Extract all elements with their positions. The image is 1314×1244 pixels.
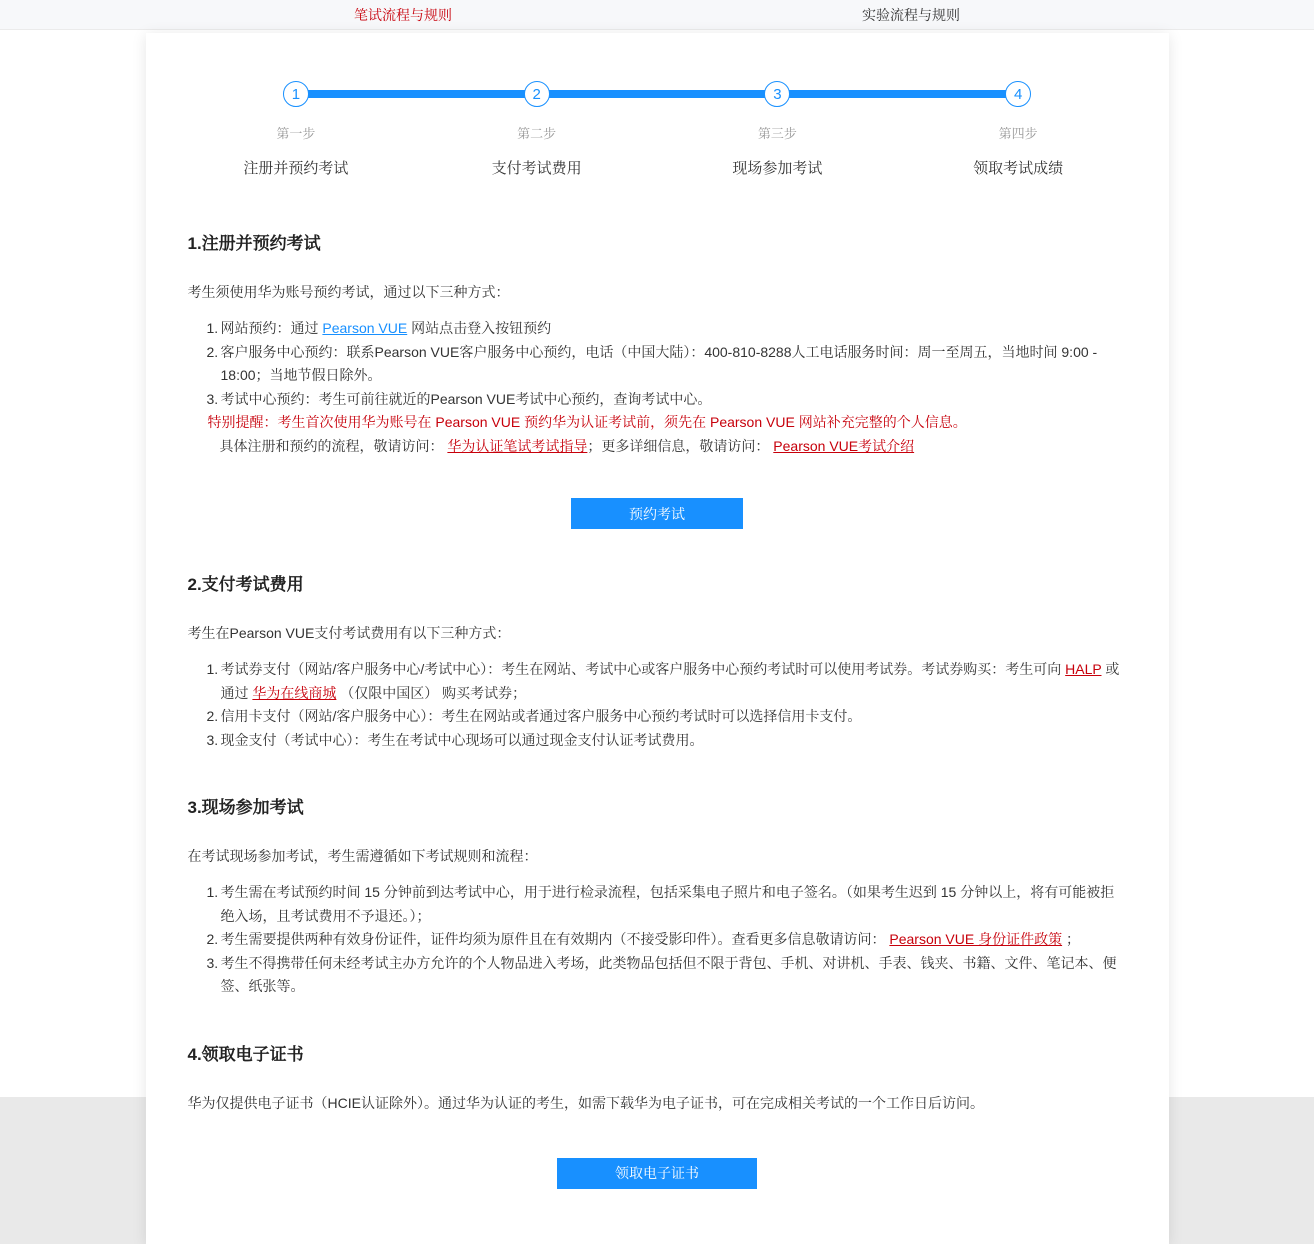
register-visit-line <box>220 435 1127 459</box>
list-item <box>208 881 1127 928</box>
list-item-text: 考生需在考试预约时间 15 分钟前到达考试中心，用于进行检录流程，包括采集电子照片和电子签名。（如果考生迟到 15 分钟以上，将有可能被拒绝入场，且考试费用不予退还。）； <box>220 884 1115 924</box>
list-item <box>208 388 1127 412</box>
special-reminder: 特别提醒：考生首次使用华为账号在 Pearson VUE 预约华为认证考试前，须先在 Pearson VUE 网站补充完整的个人信息。 <box>207 414 967 430</box>
link-written-exam-guide[interactable]: 华为认证笔试考试指导 <box>447 437 588 454</box>
step-3-label: 第三步 <box>757 126 797 141</box>
certificate-intro: 华为仅提供电子证书（HCIE认证除外）。通过华为认证的考生，如需下载华为电子证书，可在完成相关考试的一个工作日后访问。 <box>187 1094 984 1111</box>
payment-intro: 考生在Pearson VUE支付考试费用有以下三种方式： <box>187 625 511 641</box>
list-item-text: （仅限中国区） 购买考试券； <box>336 684 527 701</box>
list-item-number: 1. <box>206 661 219 677</box>
top-tab-bar <box>0 0 1314 30</box>
list-item-text: 或通过 <box>220 661 1120 701</box>
list-item-text: 现金支付（考试中心）：考生在考试中心现场可以通过现金支付认证考试费用。 <box>220 731 704 748</box>
step-4-circle: 4 <box>1005 81 1031 107</box>
list-item-text: 考试中心预约：考生可前往就近的Pearson VUE考试中心预约，查询考试中心。 <box>220 390 712 407</box>
list-item-text: 客户服务中心预约：联系Pearson VUE客户服务中心预约，电话（中国大陆）：400-810-8288人工电话服务时间：周一至周五，当地时间 9:00 - 18:00；当地节假日除外。 <box>220 343 1098 383</box>
register-list <box>208 317 1127 411</box>
exam-process-stepper <box>146 33 1169 178</box>
step-2-label: 第二步 <box>517 126 557 141</box>
visit-line-text: ；更多详细信息，敬请访问： <box>587 437 774 454</box>
list-item <box>208 658 1127 705</box>
step-3-circle: 3 <box>764 81 790 107</box>
tab-written-exam-rules[interactable]: 笔试流程与规则 <box>354 6 452 23</box>
link-id-policy[interactable]: Pearson VUE 身份证件政策 <box>889 931 1063 947</box>
step-2-circle: 2 <box>524 81 550 107</box>
list-item-text: 信用卡支付（网站/客户服务中心）：考生在网站或者通过客户服务中心预约考试时可以选择信用卡支付。 <box>220 708 862 724</box>
section-register-heading: 1.注册并预约考试 <box>187 234 321 253</box>
list-item <box>208 928 1127 952</box>
rules-content <box>146 229 1169 1189</box>
step-item-3 <box>657 81 898 178</box>
list-item <box>208 705 1127 729</box>
step-3-name: 现场参加考试 <box>732 160 823 177</box>
list-item-number: 3. <box>206 731 219 748</box>
section-register <box>188 229 1127 529</box>
list-item-text: 考生需要提供两种有效身份证件，证件均须为原件且在有效期内（不接受影印件）。查看更多信息敬请访问： <box>220 931 890 947</box>
list-item-number: 3. <box>206 954 219 971</box>
book-exam-button[interactable]: 预约考试 <box>571 498 743 529</box>
list-item <box>208 952 1127 999</box>
section-payment-heading: 2.支付考试费用 <box>187 575 304 594</box>
section-payment <box>188 570 1127 752</box>
step-4-label: 第四步 <box>998 126 1038 141</box>
get-certificate-button[interactable]: 领取电子证书 <box>557 1158 757 1189</box>
list-item-text: 网站预约：通过 <box>220 320 323 336</box>
link-huawei-online-store[interactable]: 华为在线商城 <box>252 684 337 701</box>
section-certificate-heading: 4.领取电子证书 <box>187 1044 304 1064</box>
link-halp[interactable]: HALP <box>1065 661 1102 677</box>
step-item-2 <box>416 81 657 178</box>
list-item-number: 2. <box>206 931 219 947</box>
list-item-number: 3. <box>206 390 219 407</box>
list-item-number: 1. <box>206 884 219 900</box>
step-item-1 <box>176 81 417 178</box>
section-onsite <box>188 793 1127 999</box>
content-card <box>146 33 1169 1244</box>
list-item-number: 2. <box>206 343 219 360</box>
onsite-list <box>208 881 1127 999</box>
link-pearson-vue[interactable]: Pearson VUE <box>322 320 408 336</box>
list-item-number: 2. <box>206 708 219 724</box>
list-item-text: 网站点击登入按钮预约 <box>407 320 552 336</box>
step-1-circle: 1 <box>283 81 309 107</box>
step-1-label: 第一步 <box>276 126 316 141</box>
step-1-name: 注册并预约考试 <box>243 160 349 177</box>
step-item-4 <box>898 81 1139 178</box>
section-onsite-heading: 3.现场参加考试 <box>187 798 304 817</box>
section-certificate <box>188 1040 1127 1189</box>
payment-list <box>208 658 1127 752</box>
list-item <box>208 341 1127 388</box>
onsite-intro: 在考试现场参加考试，考生需遵循如下考试规则和流程： <box>187 848 538 864</box>
visit-line-text: 具体注册和预约的流程，敬请访问： <box>219 437 448 454</box>
list-item-text: ； <box>1062 931 1080 947</box>
list-item-number: 1. <box>206 320 219 336</box>
list-item-text: 考生不得携带任何未经考试主办方允许的个人物品进入考场，此类物品包括但不限于背包、手机、对讲机、手表、钱夹、书籍、文件、笔记本、便签、纸张等。 <box>220 954 1117 994</box>
step-4-name: 领取考试成绩 <box>973 160 1064 177</box>
link-pearson-vue-exam-intro[interactable]: Pearson VUE考试介绍 <box>773 437 915 454</box>
list-item <box>208 317 1127 341</box>
list-item-text: 考试券支付（网站/客户服务中心/考试中心）：考生在网站、考试中心或客户服务中心预约考试时可以使用考试券。考试券购买：考生可向 <box>220 661 1066 677</box>
tab-lab-exam-rules[interactable]: 实验流程与规则 <box>862 6 960 23</box>
register-intro: 考生须使用华为账号预约考试，通过以下三种方式： <box>187 284 510 300</box>
step-2-name: 支付考试费用 <box>491 160 582 177</box>
list-item <box>208 729 1127 753</box>
